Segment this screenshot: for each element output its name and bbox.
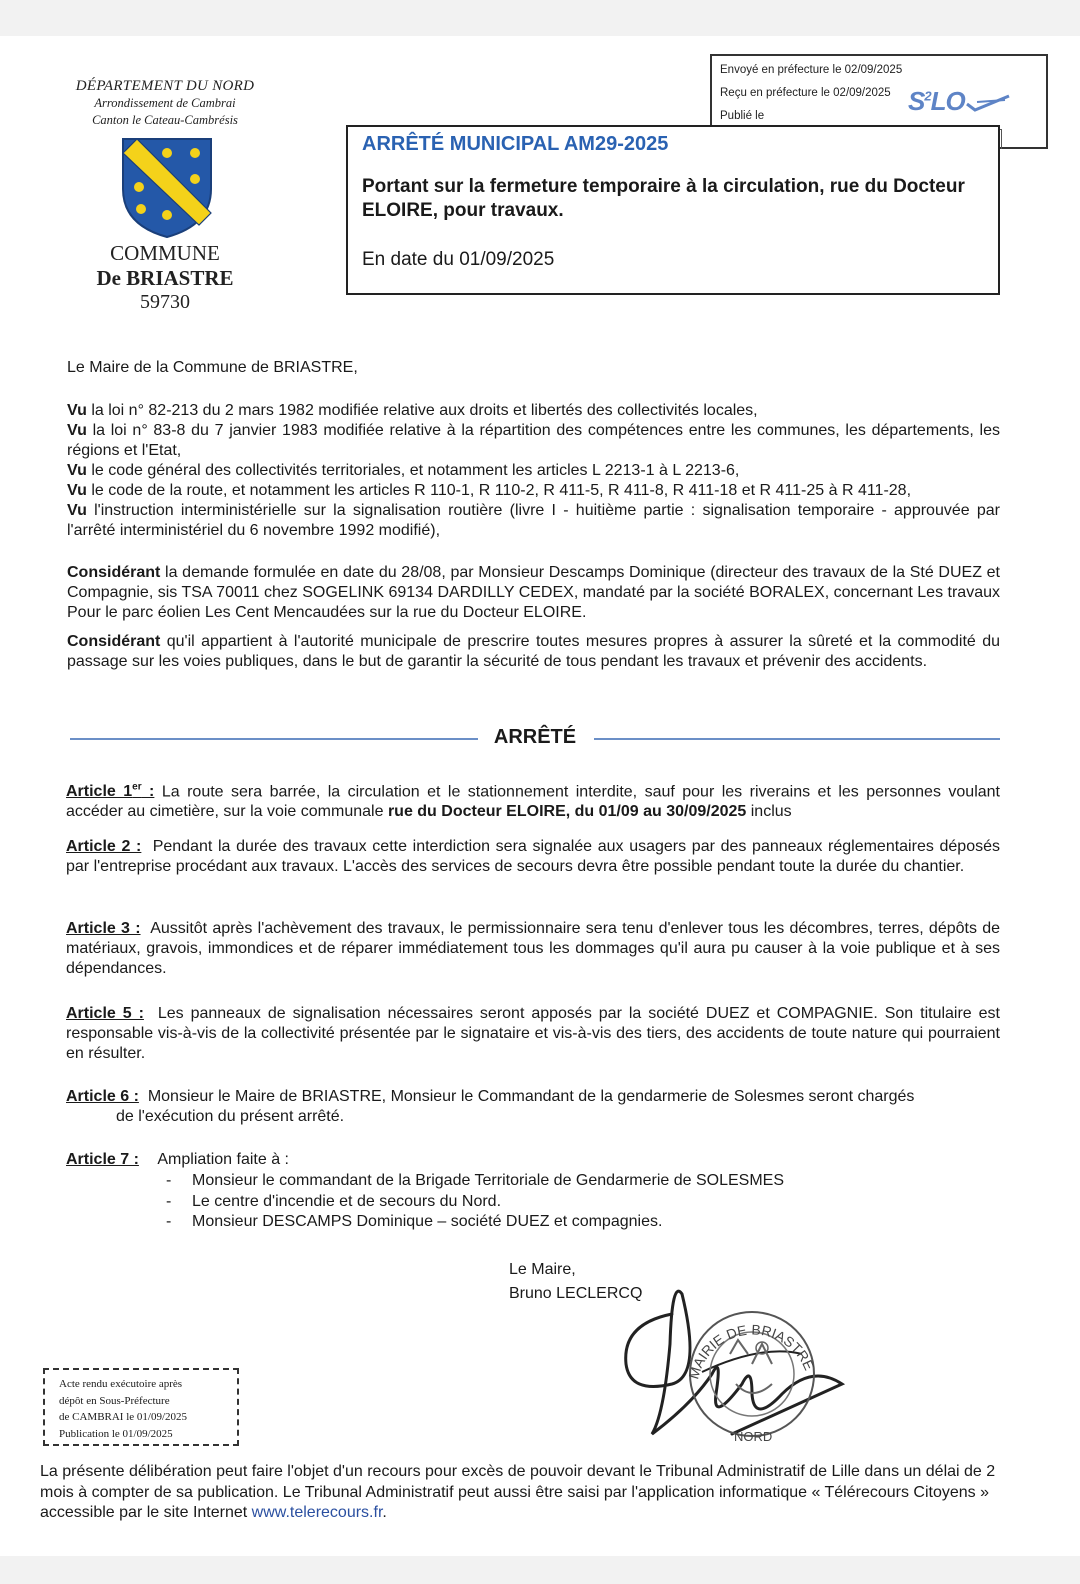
commune-block	[70, 241, 260, 314]
intro-text: Le Maire de la Commune de BRIASTRE,	[67, 359, 358, 376]
arrondissement: Arrondissement de Cambrai	[94, 96, 236, 110]
signature-stamp-icon	[612, 1284, 852, 1454]
legal-footer: La présente délibération peut faire l'objet d'un recours pour excès de pouvoir devant le Tribunal Administratif de Lille dans un délai de 2 mois à compter de sa publication. Le Tribunal Administratif peut aussi être saisi par l'application informatique « Télérecours Citoyens » accessible par le site Internet www.telerecours.fr.	[40, 1463, 996, 1521]
article-2: Article 2 : Pendant la durée des travaux cette interdiction sera signalée aux usagers par des panneaux réglementaires déposés par l'entreprise procédant aux travaux. L'accès des services de secours devra être possible pendant toute la durée du chantier.	[66, 838, 1001, 875]
article-7: Article 7 : Ampliation faite à :	[66, 1151, 289, 1168]
considerant-2: Considérant qu'il appartient à l'autorité municipale de prescrire toutes mesures propres à assurer la sûreté et la commodité du passage sur les voies publiques, dans le but de garantir la sécurité de tous pendant les travaux et prévenir des accidents.	[67, 633, 1000, 670]
arrete-subject: Portant sur la fermeture temporaire à la circulation, rue du Docteur ELOIRE, pour travaux.	[362, 176, 965, 221]
stamp-top-text: MAIRIE DE BRIASTRE	[685, 1321, 818, 1381]
arrete-separator	[70, 726, 1000, 750]
separator-line-right	[594, 738, 1000, 740]
signatory-role: Le Maire,	[509, 1261, 576, 1278]
arrete-title-box	[346, 125, 1000, 295]
considerant-1: Considérant la demande formulée en date du 28/08, par Monsieur Descamps Dominique (directeur des travaux de la Sté DUEZ et Compagnie, sis TSA 70011 chez SOGELINK 69134 DARDILLY CEDEX, mandaté par la société BORALEX, concernant Les travaux Pour le parc éolien Les Cent Mencaudées sur la rue du Docteur ELOIRE.	[67, 564, 1000, 621]
ampliation-list	[166, 1171, 784, 1233]
article-6: Article 6 : Monsieur le Maire de BRIASTRE, Monsieur le Commandant de la gendarmerie de Solesmes seront chargés de l'exécution du présent arrêté.	[66, 1088, 915, 1125]
commune-name: De BRIASTRE	[96, 266, 234, 290]
vu-item: Vu la loi n° 82-213 du 2 mars 1982 modifiée relative aux droits et libertés des collectivités locales,	[67, 402, 758, 419]
separator-line-left	[70, 738, 478, 740]
department-header	[70, 78, 260, 129]
commune-label: COMMUNE	[110, 241, 220, 265]
vu-section	[67, 401, 1000, 541]
department-name: DÉPARTEMENT DU NORD	[75, 78, 255, 94]
coat-of-arms-icon	[121, 137, 213, 239]
vu-item: Vu la loi n° 83-8 du 7 janvier 1983 modifiée relative à la répartition des compétences entre les communes, les départements, les régions et l'Etat,	[67, 422, 1000, 459]
executoire-line: Acte rendu exécutoire après	[59, 1378, 183, 1390]
signatory-name: Bruno LECLERCQ	[509, 1285, 643, 1302]
executoire-line: de CAMBRAI le 01/09/2025	[59, 1411, 188, 1423]
stamp-bottom-text: NORD	[734, 1429, 773, 1444]
executoire-line: Publication le 01/09/2025	[59, 1427, 173, 1440]
executoire-box	[43, 1368, 239, 1446]
arrete-date: En date du 01/09/2025	[362, 249, 555, 270]
sent-date: Envoyé en préfecture le 02/09/2025	[720, 64, 903, 76]
commune-postcode: 59730	[140, 291, 190, 313]
list-item: - Monsieur DESCAMPS Dominique – société DUEZ et compagnies.	[166, 1212, 784, 1233]
vu-item: Vu l'instruction interministérielle sur la signalisation routière (livre I - huitième partie : signalisation temporaire - approuvée par l'arrêté interministériel du 6 novembre 1992 modifié),	[67, 502, 1001, 539]
executoire-line: dépôt en Sous-Préfecture	[59, 1394, 170, 1407]
document-page	[0, 36, 1080, 1556]
telerecours-link[interactable]: www.telerecours.fr	[251, 1504, 383, 1521]
canton: Canton le Cateau-Cambrésis	[92, 113, 238, 127]
vu-item: Vu le code de la route, et notamment les articles R 110-1, R 110-2, R 411-5, R 411-8, R 411-18 et R 411-25 à R 411-28,	[67, 482, 912, 499]
s2low-logo: $S^2LO$	[908, 86, 1011, 117]
arrete-title: ARRÊTÉ MUNICIPAL AM29-2025	[362, 133, 669, 155]
list-item: - Le centre d'incendie et de secours du Nord.	[166, 1192, 784, 1213]
published-label: Publié le	[720, 110, 765, 122]
list-item: - Monsieur le commandant de la Brigade Territoriale de Gendarmerie de SOLESMES	[166, 1171, 784, 1192]
received-date: Reçu en préfecture le 02/09/2025	[720, 87, 891, 99]
article-1: Article 1er : La route sera barrée, la circulation et le stationnement interdite, sauf pour les riverains et les personnes voulant accéder au cimetière, sur la voie communale rue du Docteur ELOIRE, du 01/09 au 30/09/2025 inclus	[66, 782, 1000, 821]
vu-item: Vu le code général des collectivités territoriales, et notamment les articles L 2213-1 à L 2213-6,	[67, 462, 740, 479]
article-5: Article 5 : Les panneaux de signalisation nécessaires seront apposés par la société DUEZ et COMPAGNIE. Son titulaire est responsable vis-à-vis de la collectivité présentée par le signataire et vis-à-vis des tiers, des accidents de toute nature qui pourraient en résulter.	[66, 1005, 1001, 1062]
separator-title: ARRÊTÉ	[493, 726, 577, 748]
article-3: Article 3 : Aussitôt après l'achèvement des travaux, le permissionnaire sera tenu d'enlever tous les décombres, terres, dépôts de matériaux, gravois, immondices et de réparer immédiatement tous les dommages qu'il aura pu causer à la voie publique et à ses dépendances.	[66, 920, 1001, 977]
